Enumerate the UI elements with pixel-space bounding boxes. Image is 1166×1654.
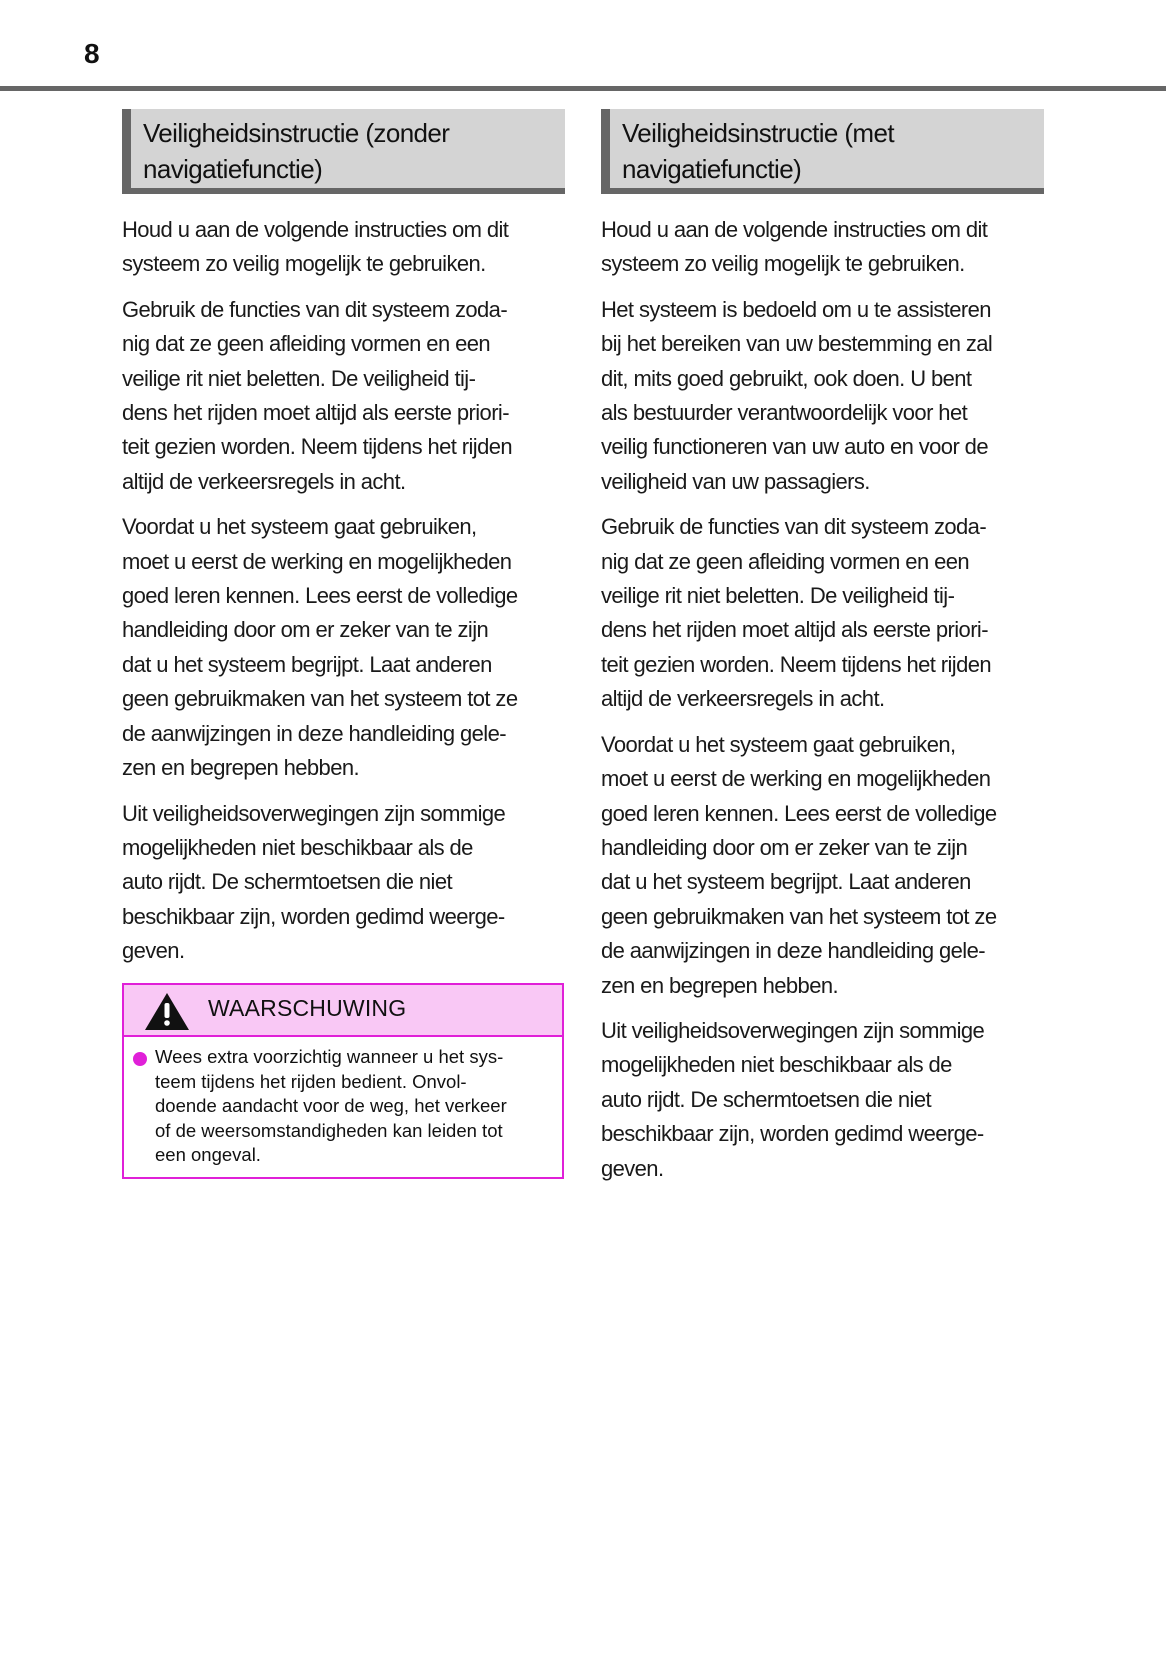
heading-line: navigatiefunctie) [622, 154, 802, 184]
text-line: geven. [601, 1155, 664, 1181]
text-line: teit gezien worden. Neem tijdens het rijden [122, 434, 512, 460]
warning-line: Wees extra voorzichtig wanneer u het sys- [155, 1046, 504, 1067]
warning-line: teem tijdens het rijden bedient. Onvol- [155, 1070, 467, 1092]
text-line: handleiding door om er zeker van te zijn [122, 617, 489, 643]
paragraph [122, 293, 565, 499]
text-line: mogelijkheden niet beschikbaar als de [122, 834, 473, 860]
text-line: dat u het systeem begrijpt. Laat anderen [601, 869, 971, 895]
warning-line: doende aandacht voor de weg, het verkeer [155, 1095, 507, 1116]
section-heading [122, 109, 565, 194]
text-line: systeem zo veilig mogelijk te gebruiken. [122, 251, 486, 277]
text-line: veilige rit niet beletten. De veiligheid tij- [601, 583, 955, 609]
text-line: goed leren kennen. Lees eerst de volledige [122, 583, 518, 609]
bullet-icon [133, 1052, 147, 1066]
heading-line: Veiligheidsinstructie (zonder [143, 118, 450, 148]
text-line: dat u het systeem begrijpt. Laat anderen [122, 651, 492, 677]
text-line: Houd u aan de volgende instructies om dit [122, 217, 509, 242]
left-column [122, 109, 565, 980]
text-line: de aanwijzingen in deze handleiding gele- [122, 720, 506, 746]
warning-box [122, 983, 564, 1179]
text-line: teit gezien worden. Neem tijdens het rijden [601, 651, 991, 677]
text-line: altijd de verkeersregels in acht. [122, 468, 406, 494]
text-line: systeem zo veilig mogelijk te gebruiken. [601, 251, 965, 277]
text-line: de aanwijzingen in deze handleiding gele- [601, 938, 985, 964]
text-line: bij het bereiken van uw bestemming en zal [601, 331, 993, 357]
text-line: moet u eerst de werking en mogelijkheden [122, 548, 512, 574]
text-line: auto rijdt. De schermtoetsen die niet [122, 869, 452, 895]
text-line: Voordat u het systeem gaat gebruiken, [122, 514, 477, 540]
paragraph [122, 797, 565, 969]
text-line: altijd de verkeersregels in acht. [601, 686, 885, 712]
text-line: goed leren kennen. Lees eerst de volledige [601, 800, 997, 826]
text-line: Gebruik de functies van dit systeem zoda- [601, 514, 987, 540]
text-line: veiligheid van uw passagiers. [601, 468, 870, 494]
warning-line: of de weersomstandigheden kan leiden tot [155, 1119, 503, 1141]
text-line: Het systeem is bedoeld om u te assisteren [601, 296, 991, 322]
paragraph [601, 1014, 1044, 1186]
paragraph [122, 510, 565, 785]
paragraph [601, 510, 1044, 716]
text-line: Voordat u het systeem gaat gebruiken, [601, 731, 956, 757]
text-line: nig dat ze geen afleiding vormen en een [601, 548, 969, 574]
text-line: geven. [122, 938, 185, 964]
heading-line: Veiligheidsinstructie (met [622, 118, 894, 148]
warning-title: WAARSCHUWING [208, 995, 407, 1021]
text-line: geen gebruikmaken van het systeem tot ze [122, 686, 518, 712]
warning-line: een ongeval. [155, 1144, 261, 1165]
text-line: Uit veiligheidsoverwegingen zijn sommige [122, 800, 506, 826]
text-line: zen en begrepen hebben. [122, 755, 359, 781]
text-line: dens het rijden moet altijd als eerste priori- [601, 617, 988, 643]
text-line: auto rijdt. De schermtoetsen die niet [601, 1086, 931, 1112]
text-line: beschikbaar zijn, worden gedimd weerge- [122, 903, 505, 929]
heading-line: navigatiefunctie) [143, 154, 323, 184]
text-line: dit, mits goed gebruikt, ook doen. U bent [601, 365, 972, 391]
text-line: Houd u aan de volgende instructies om dit [601, 217, 988, 242]
section-body [122, 213, 565, 969]
paragraph [122, 213, 565, 282]
text-line: Uit veiligheidsoverwegingen zijn sommige [601, 1017, 985, 1043]
warning-item [124, 1037, 562, 1168]
text-line: moet u eerst de werking en mogelijkheden [601, 766, 991, 792]
text-line: mogelijkheden niet beschikbaar als de [601, 1052, 952, 1078]
text-line: als bestuurder verantwoordelijk voor het [601, 400, 968, 426]
text-line: veilig functioneren van uw auto en voor de [601, 434, 988, 460]
paragraph [601, 728, 1044, 1003]
text-line: handleiding door om er zeker van te zijn [601, 834, 968, 860]
right-column [601, 109, 1044, 1197]
paragraph [601, 293, 1044, 499]
warning-header [124, 985, 562, 1037]
warning-triangle-icon [144, 991, 190, 1036]
text-line: veilige rit niet beletten. De veiligheid tij- [122, 365, 476, 391]
section-body [601, 213, 1044, 1186]
text-line: beschikbaar zijn, worden gedimd weerge- [601, 1121, 984, 1147]
text-line: nig dat ze geen afleiding vormen en een [122, 331, 490, 357]
text-line: geen gebruikmaken van het systeem tot ze [601, 903, 997, 929]
page-number: 8 [84, 38, 100, 69]
text-line: zen en begrepen hebben. [601, 972, 838, 998]
paragraph [601, 213, 1044, 282]
header-rule [0, 86, 1166, 91]
section-heading [601, 109, 1044, 194]
text-line: dens het rijden moet altijd als eerste priori- [122, 400, 509, 426]
text-line: Gebruik de functies van dit systeem zoda- [122, 296, 508, 322]
